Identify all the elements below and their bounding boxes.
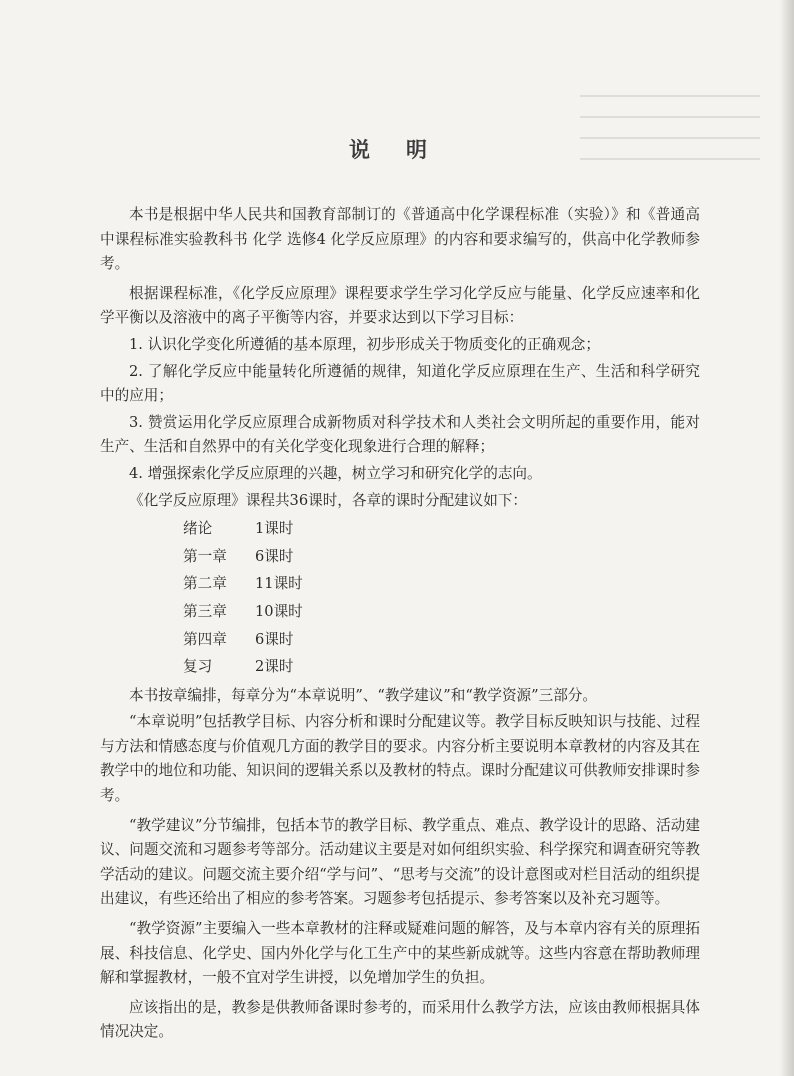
hours-row: [100, 515, 700, 543]
body-text: [100, 203, 700, 1050]
goal-item-4: 4. 增强探索化学反应原理的兴趣，树立学习和研究化学的志向。: [129, 464, 542, 482]
goal-item-3: 3. 赞赏运用化学反应原理合成新物质对科学技术和人类社会文明所起的重要作用，能对生产、生活和自然界中的有关化学变化现象进行合理的解释；: [100, 413, 700, 456]
chapter-hours: 6课时: [255, 547, 294, 565]
chapter-hours: 2课时: [255, 658, 294, 676]
teaching-resources-paragraph: “教学资源”主要编入一些本章教材的注释或疑难问题的解答，及与本章内容有关的原理拓展、科技信息、化学史、国内外化学与化工生产中的某些新成就等。这些内容意在帮助教师理解和掌握教材，一般不宜对学生讲授，以免增加学生的负担。: [100, 920, 700, 987]
chapter-hours: 11课时: [255, 575, 303, 593]
chapter-name: 复习: [183, 658, 213, 676]
hours-row: [100, 543, 700, 571]
chapter-name: 绪论: [183, 520, 213, 538]
chapter-name: 第三章: [183, 602, 227, 620]
intro-paragraph: 本书是根据中华人民共和国教育部制订的《普通高中化学课程标准（实验）》和《普通高中课程标准实验教科书 化学 选修4 化学反应原理》的内容和要求编写的，供高中化学教师参考。: [100, 206, 700, 273]
chapter-name: 第一章: [183, 547, 227, 565]
structure-paragraph: 本书按章编排，每章分为“本章说明”、“教学建议”和“教学资源”三部分。: [129, 686, 597, 704]
hours-table: [100, 515, 700, 681]
page-title: 说明: [349, 137, 463, 162]
chapter-hours: 6课时: [255, 630, 294, 648]
hours-row: [100, 626, 700, 654]
goal-item-2: 2. 了解化学反应中能量转化所遵循的规律，知道化学反应原理在生产、生活和科学研究中的应用；: [100, 362, 700, 405]
hours-row: [100, 570, 700, 598]
chapter-notes-paragraph: “本章说明”包括教学目标、内容分析和课时分配建议等。教学目标反映知识与技能、过程与方法和情感态度与价值观几方面的教学目的要求。内容分析主要说明本章教材的内容及其在教学中的地位和功能、知识间的逻辑关系以及教材的特点。课时分配建议可供教师安排课时参考。: [100, 713, 700, 805]
chapter-hours: 10课时: [255, 602, 303, 620]
teaching-suggestions-paragraph: “教学建议”分节编排，包括本节的教学目标、教学重点、难点、教学设计的思路、活动建议、问题交流和习题参考等部分。活动建议主要是对如何组织实验、科学探究和调查研究等教学活动的建议。问题交流主要介绍“学与问”、“思考与交流”的设计意图或对栏目活动的组织提出建议，有些还给出了相应的参考答案。习题参考包括提示、参考答案以及补充习题等。: [100, 816, 700, 908]
hours-row: [100, 653, 700, 681]
chapter-name: 第二章: [183, 575, 227, 593]
closing-paragraph: 应该指出的是，教参是供教师备课时参考的，而采用什么教学方法，应该由教师根据具体情况决定。: [100, 998, 700, 1041]
curriculum-paragraph: 根据课程标准，《化学反应原理》课程要求学生学习化学反应与能量、化学反应速率和化学平衡以及溶液中的离子平衡等内容，并要求达到以下学习目标：: [100, 284, 700, 327]
page-edge-shadow: [780, 0, 794, 1076]
chapter-name: 第四章: [183, 630, 227, 648]
chapter-hours: 1课时: [255, 520, 294, 538]
goal-item-1: 1. 认识化学变化所遵循的基本原理，初步形成关于物质变化的正确观念；: [129, 335, 600, 353]
hours-row: [100, 598, 700, 626]
hours-intro: 《化学反应原理》课程共36课时，各章的课时分配建议如下：: [129, 491, 528, 509]
